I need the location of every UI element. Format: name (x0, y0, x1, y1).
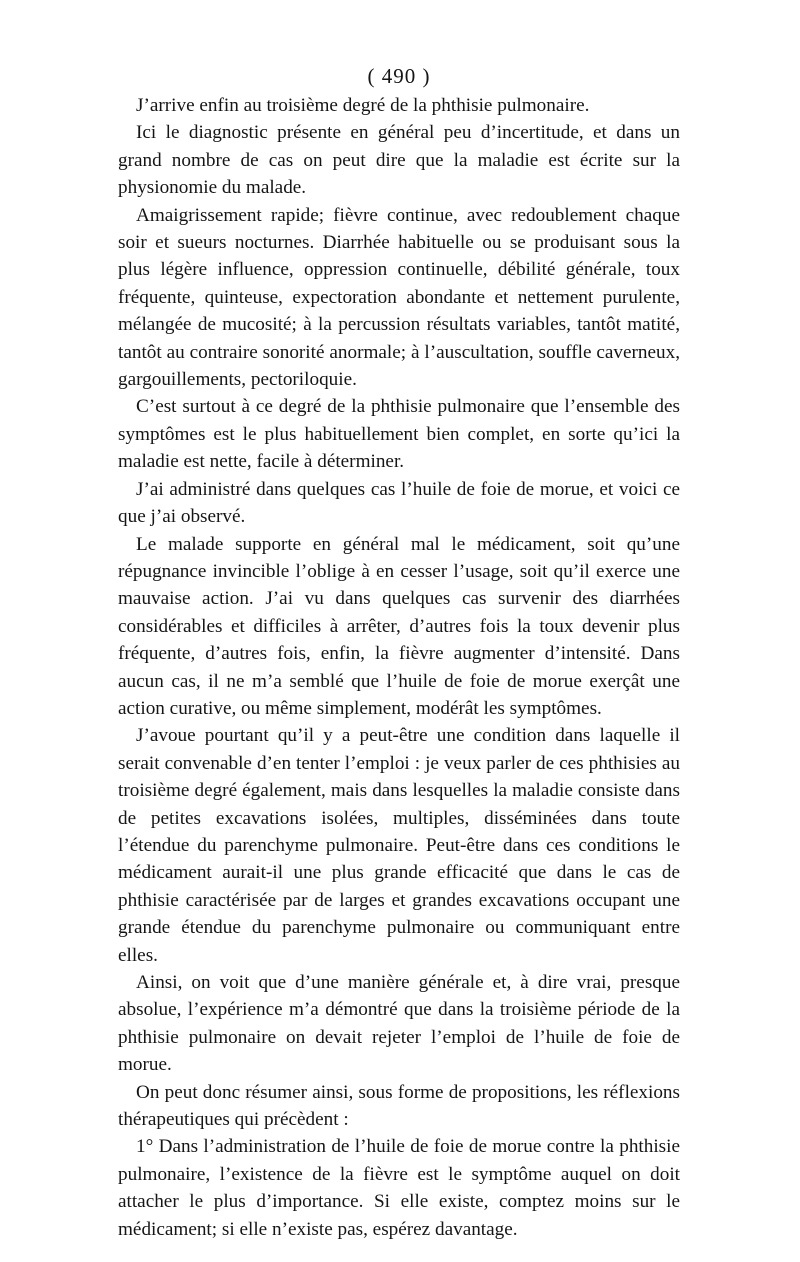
paragraph-diagnostic: Ici le diagnostic présente en général peu d’incertitude, et dans un grand nombre de cas on peut dire que la maladie est écrite sur la physionomie du malade. (118, 122, 680, 199)
book-page (118, 62, 680, 1243)
paragraph-symptoms: Amaigrissement rapide; fièvre continue, avec redoublement chaque soir et sueurs nocturnes. Diarrhée habituelle ou se produisant sous la plus légère influence, oppression continuelle, débilité générale, toux fréquente, quinteuse, expectoration abondante et nettement purulente, mélangée de mucosité; à la percussion résultats variables, tantôt matité, tantôt au contraire sonorité anormale; à l’auscultation, souffle caverneux, gargouillements, pectoriloquie. (118, 204, 680, 391)
paragraph-summary-intro: On peut donc résumer ainsi, sous forme de propositions, les réflexions thérapeutiques qui précèdent : (118, 1081, 680, 1131)
paragraph-condition: J’avoue pourtant qu’il y a peut-être une condition dans laquelle il serait convenable d’en tenter l’emploi : je veux parler de ces phthisies au troisième degré également, mais dans lesquelles la maladie consiste dans de petites excavations isolées, multiples, disséminées dans toute l’étendue du parenchyme pulmonaire. Peut-être dans ces conditions le médicament aurait-il une plus grande efficacité que dans le cas de phthisie caractérisée par de larges et grandes excavations occupant une grande étendue du parenchyme pulmonaire ou communiquant entre elles. (118, 725, 680, 966)
paragraph-intro: J’arrive enfin au troisième degré de la phthisie pulmonaire. (136, 95, 590, 116)
page-number: ( 490 ) (367, 64, 431, 88)
paragraph-conclusion: Ainsi, on voit que d’une manière générale et, à dire vrai, presque absolue, l’expérience m’a démontré que dans la troisième période de la phthisie pulmonaire on devait rejeter l’emploi de l’huile de foie de morue. (118, 972, 680, 1076)
paragraph-proposition-1: 1° Dans l’administration de l’huile de foie de morue contre la phthisie pulmonaire, l’existence de la fièvre est le symptôme auquel on doit attacher le plus d’importance. Si elle existe, comptez moins sur le médicament; si elle n’existe pas, espérez davantage. (118, 1136, 680, 1240)
paragraph-symptom-ensemble: C’est surtout à ce degré de la phthisie pulmonaire que l’ensemble des symptômes est le plus habituellement bien complet, en sorte qu’ici la maladie est nette, facile à déterminer. (118, 396, 680, 473)
paragraph-administration: J’ai administré dans quelques cas l’huile de foie de morue, et voici ce que j’ai observé. (118, 478, 680, 528)
paragraph-observations: Le malade supporte en général mal le médicament, soit qu’une répugnance invincible l’oblige à en cesser l’usage, soit qu’il exerce une mauvaise action. J’ai vu dans quelques cas survenir des diarrhées considérables et difficiles à arrêter, d’autres fois la toux devenir plus fréquente, d’autres fois, enfin, la fièvre augmenter d’intensité. Dans aucun cas, il ne m’a semblé que l’huile de foie de morue exerçât une action curative, ou même simplement, modérât les symptômes. (118, 533, 680, 719)
